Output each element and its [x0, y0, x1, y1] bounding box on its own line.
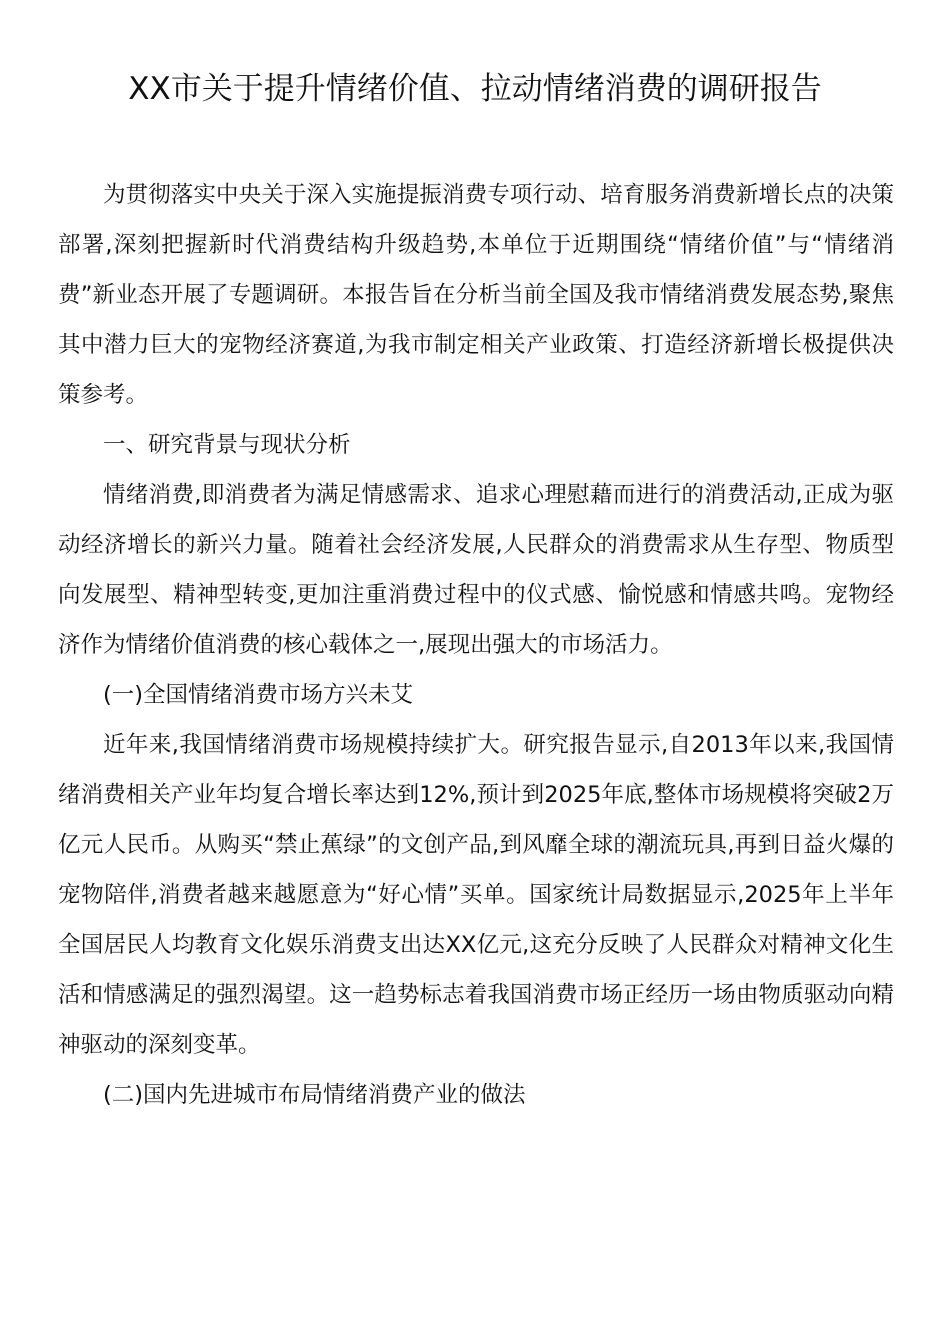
subsection-heading-1: (一)全国情绪消费市场方兴未艾	[103, 682, 414, 708]
document-body	[58, 170, 894, 1120]
market-paragraph: 近年来,我国情绪消费市场规模持续扩大。研究报告显示,自2013年以来,我国情绪消费相关产业年均复合增长率达到12%,预计到2025年底,整体市场规模将突破2万亿元人民币。从购买“禁止蕉绿”的文创产品,到风靡全球的潮流玩具,再到日益火爆的宠物陪伴,消费者越来越愿意为“好心情”买单。国家统计局数据显示,2025年上半年全国居民人均教育文化娱乐消费支出达XX亿元,这充分反映了人民群众对精神文化生活和情感满足的强烈渴望。这一趋势标志着我国消费市场正经历一场由物质驱动向精神驱动的深刻变革。	[58, 732, 894, 1058]
background-paragraph: 情绪消费,即消费者为满足情感需求、追求心理慰藉而进行的消费活动,正成为驱动经济增长的新兴力量。随着社会经济发展,人民群众的消费需求从生存型、物质型向发展型、精神型转变,更加注重消费过程中的仪式感、愉悦感和情感共鸣。宠物经济作为情绪价值消费的核心载体之一,展现出强大的市场活力。	[58, 482, 894, 658]
document-title: XX市关于提升情绪价值、拉动情绪消费的调研报告	[128, 71, 822, 107]
section-heading-1: 一、研究背景与现状分析	[103, 432, 351, 458]
intro-paragraph: 为贯彻落实中央关于深入实施提振消费专项行动、培育服务消费新增长点的决策部署,深刻把握新时代消费结构升级趋势,本单位于近期围绕“情绪价值”与“情绪消费”新业态开展了专题调研。本报告旨在分析当前全国及我市情绪消费发展态势,聚焦其中潜力巨大的宠物经济赛道,为我市制定相关产业政策、打造经济新增长极提供决策参考。	[58, 182, 894, 408]
subsection-heading-2: (二)国内先进城市布局情绪消费产业的做法	[103, 1082, 526, 1108]
